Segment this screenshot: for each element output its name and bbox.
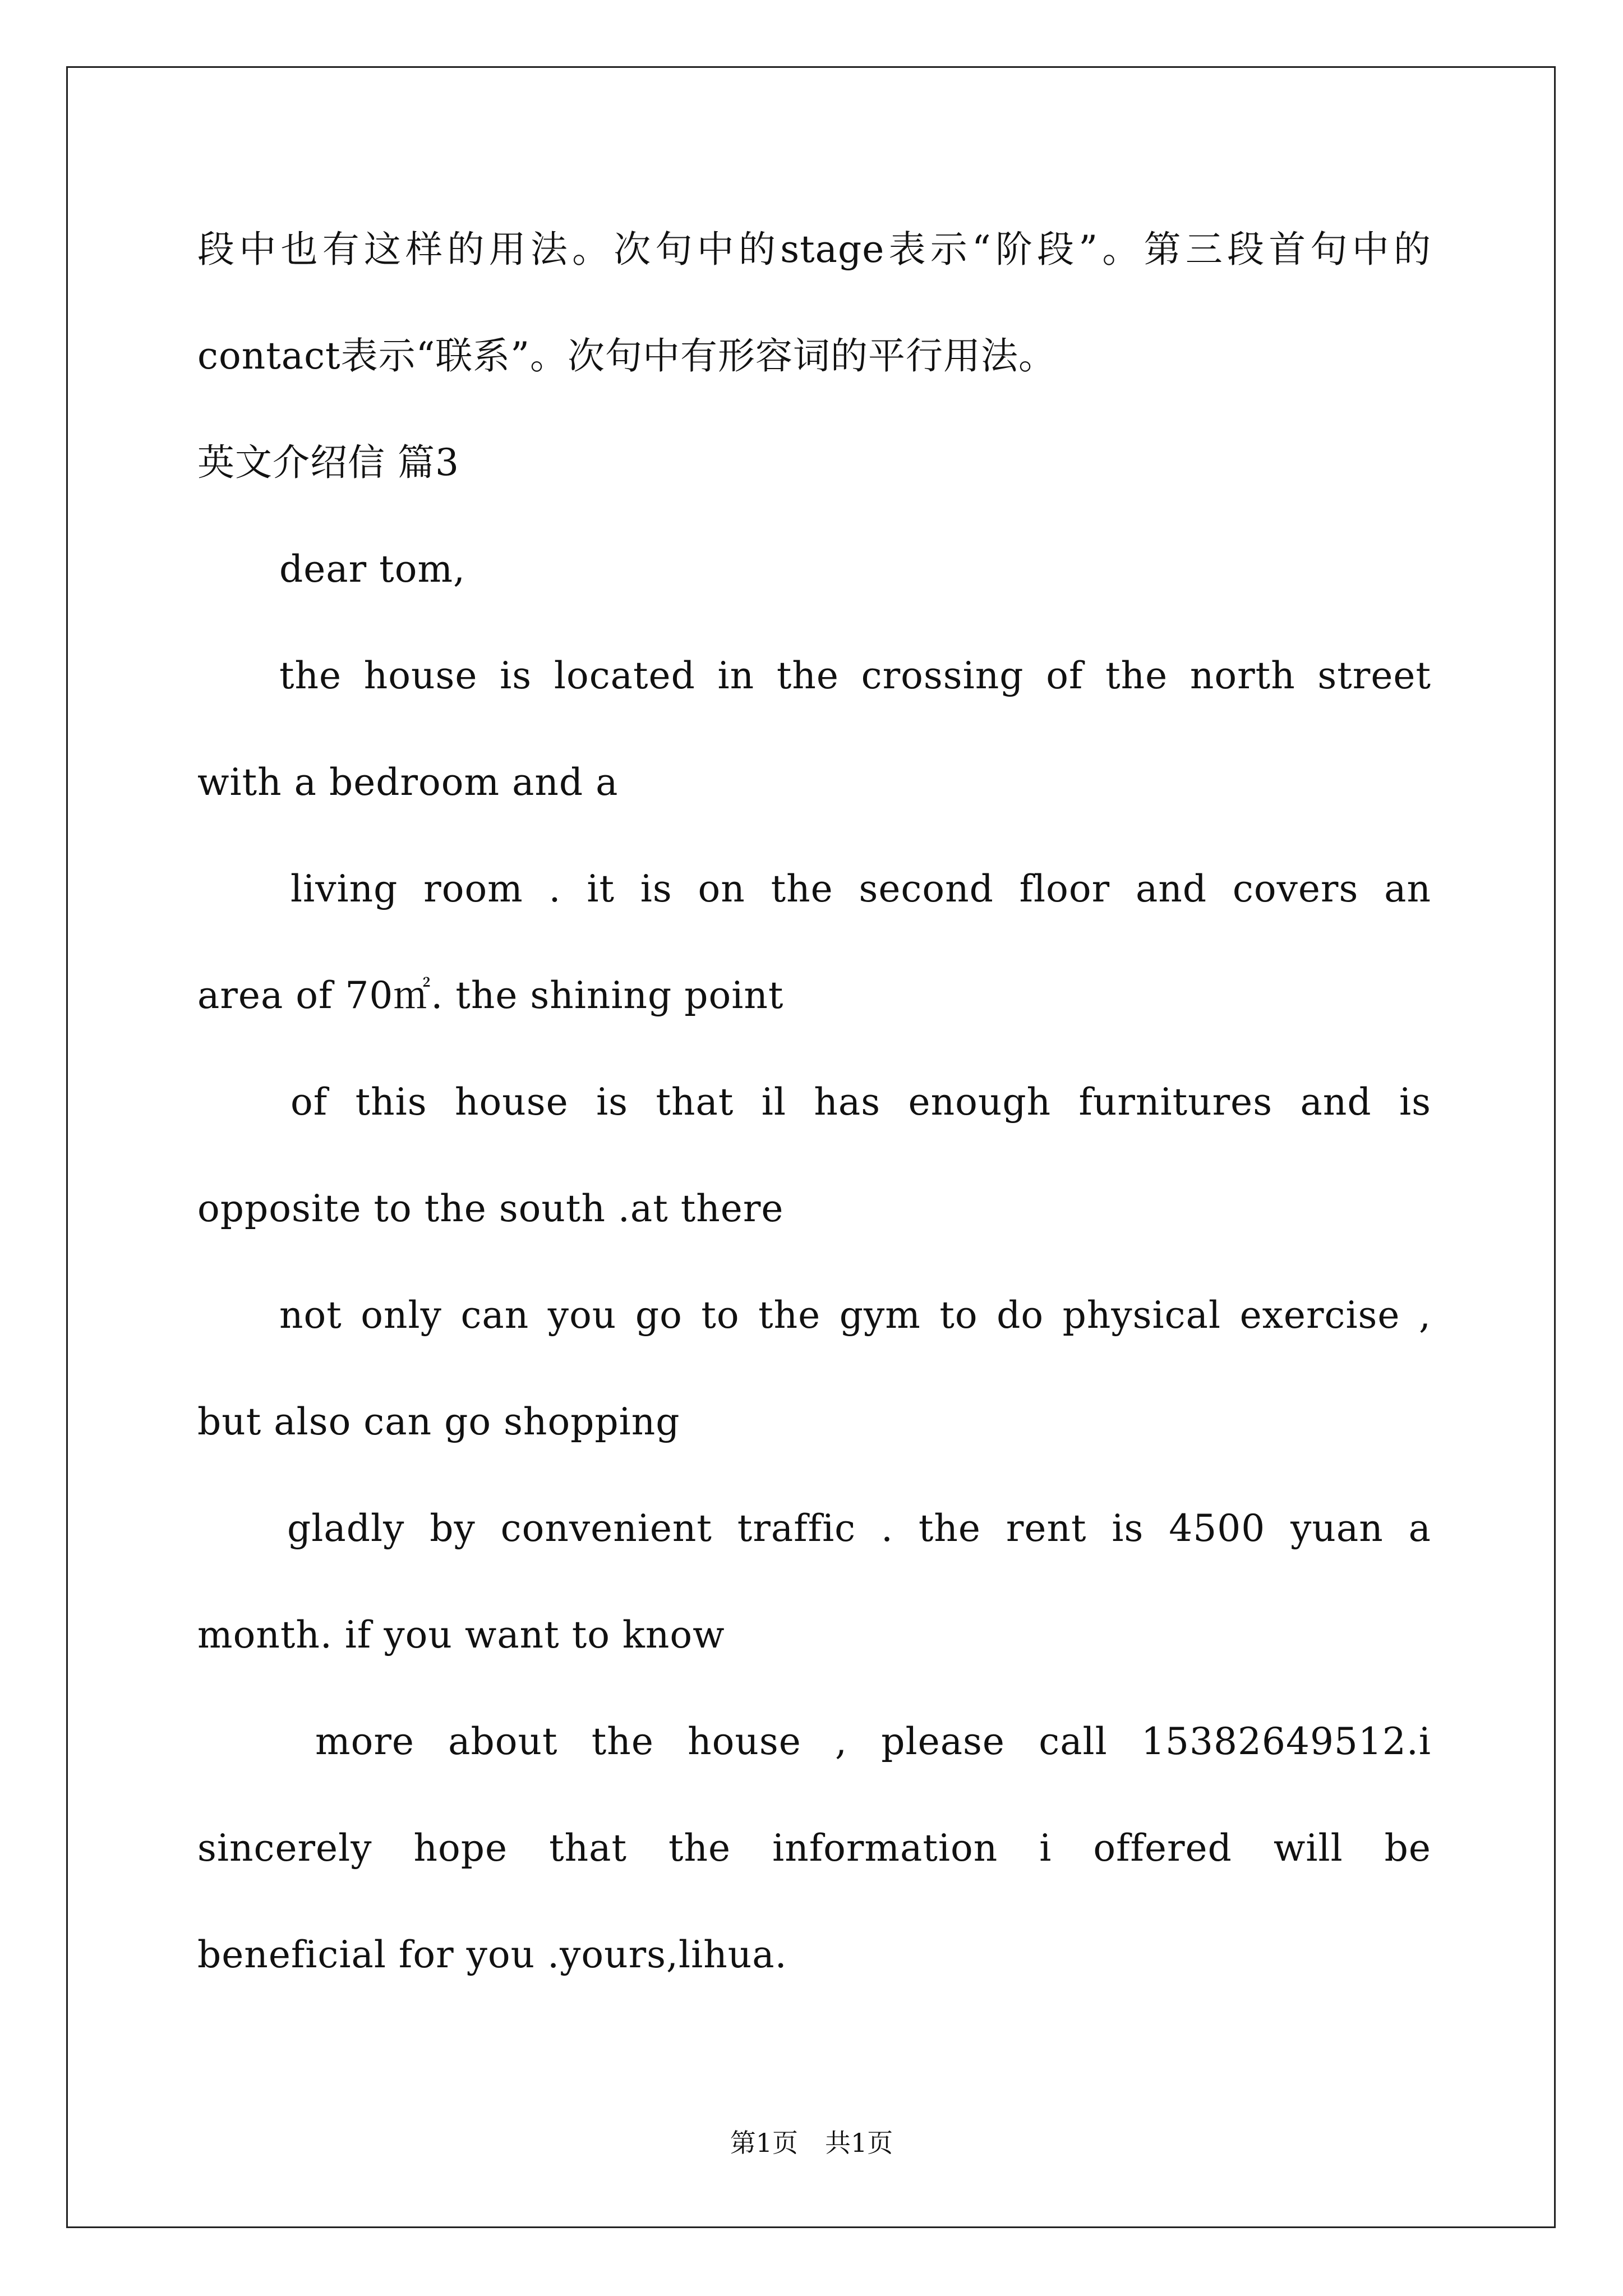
text-line-1: 段中也有这样的用法。次句中的stage表示“阶段”。第三段首句中的	[197, 228, 1431, 271]
text-line-10: opposite to the south .at there	[197, 1187, 784, 1230]
text-line-5: the house is located in the crossing of the north street	[279, 654, 1431, 697]
salutation: dear tom,	[279, 547, 466, 591]
text-line-12: but also can go shopping	[197, 1400, 680, 1443]
text-line-8: area of 70㎡. the shining point	[197, 974, 784, 1017]
text-line-9: of this house is that il has enough furnitures and is	[291, 1080, 1431, 1124]
text-line-14: month. if you want to know	[197, 1613, 725, 1657]
page-number: 第1页	[730, 2128, 798, 2158]
text-line-16: sincerely hope that the information i offered will be	[197, 1826, 1431, 1870]
section-heading: 英文介绍信 篇3	[197, 441, 459, 484]
page-footer	[0, 2126, 1623, 2160]
text-line-6: with a bedroom and a	[197, 761, 619, 804]
text-line-17: beneficial for you .yours,lihua.	[197, 1933, 787, 1976]
text-line-13: gladly by convenient traffic . the rent is 4500 yuan a	[287, 1507, 1431, 1550]
text-line-7: living room . it is on the second floor and covers an	[291, 867, 1431, 910]
page-total: 共1页	[825, 2128, 893, 2158]
text-line-15: more about the house , please call 15382649512.i	[315, 1720, 1431, 1763]
page-border	[66, 66, 1556, 2228]
text-line-11: not only can you go to the gym to do physical exercise ,	[279, 1294, 1431, 1337]
text-line-2: contact表示“联系”。次句中有形容词的平行用法。	[197, 334, 1057, 378]
